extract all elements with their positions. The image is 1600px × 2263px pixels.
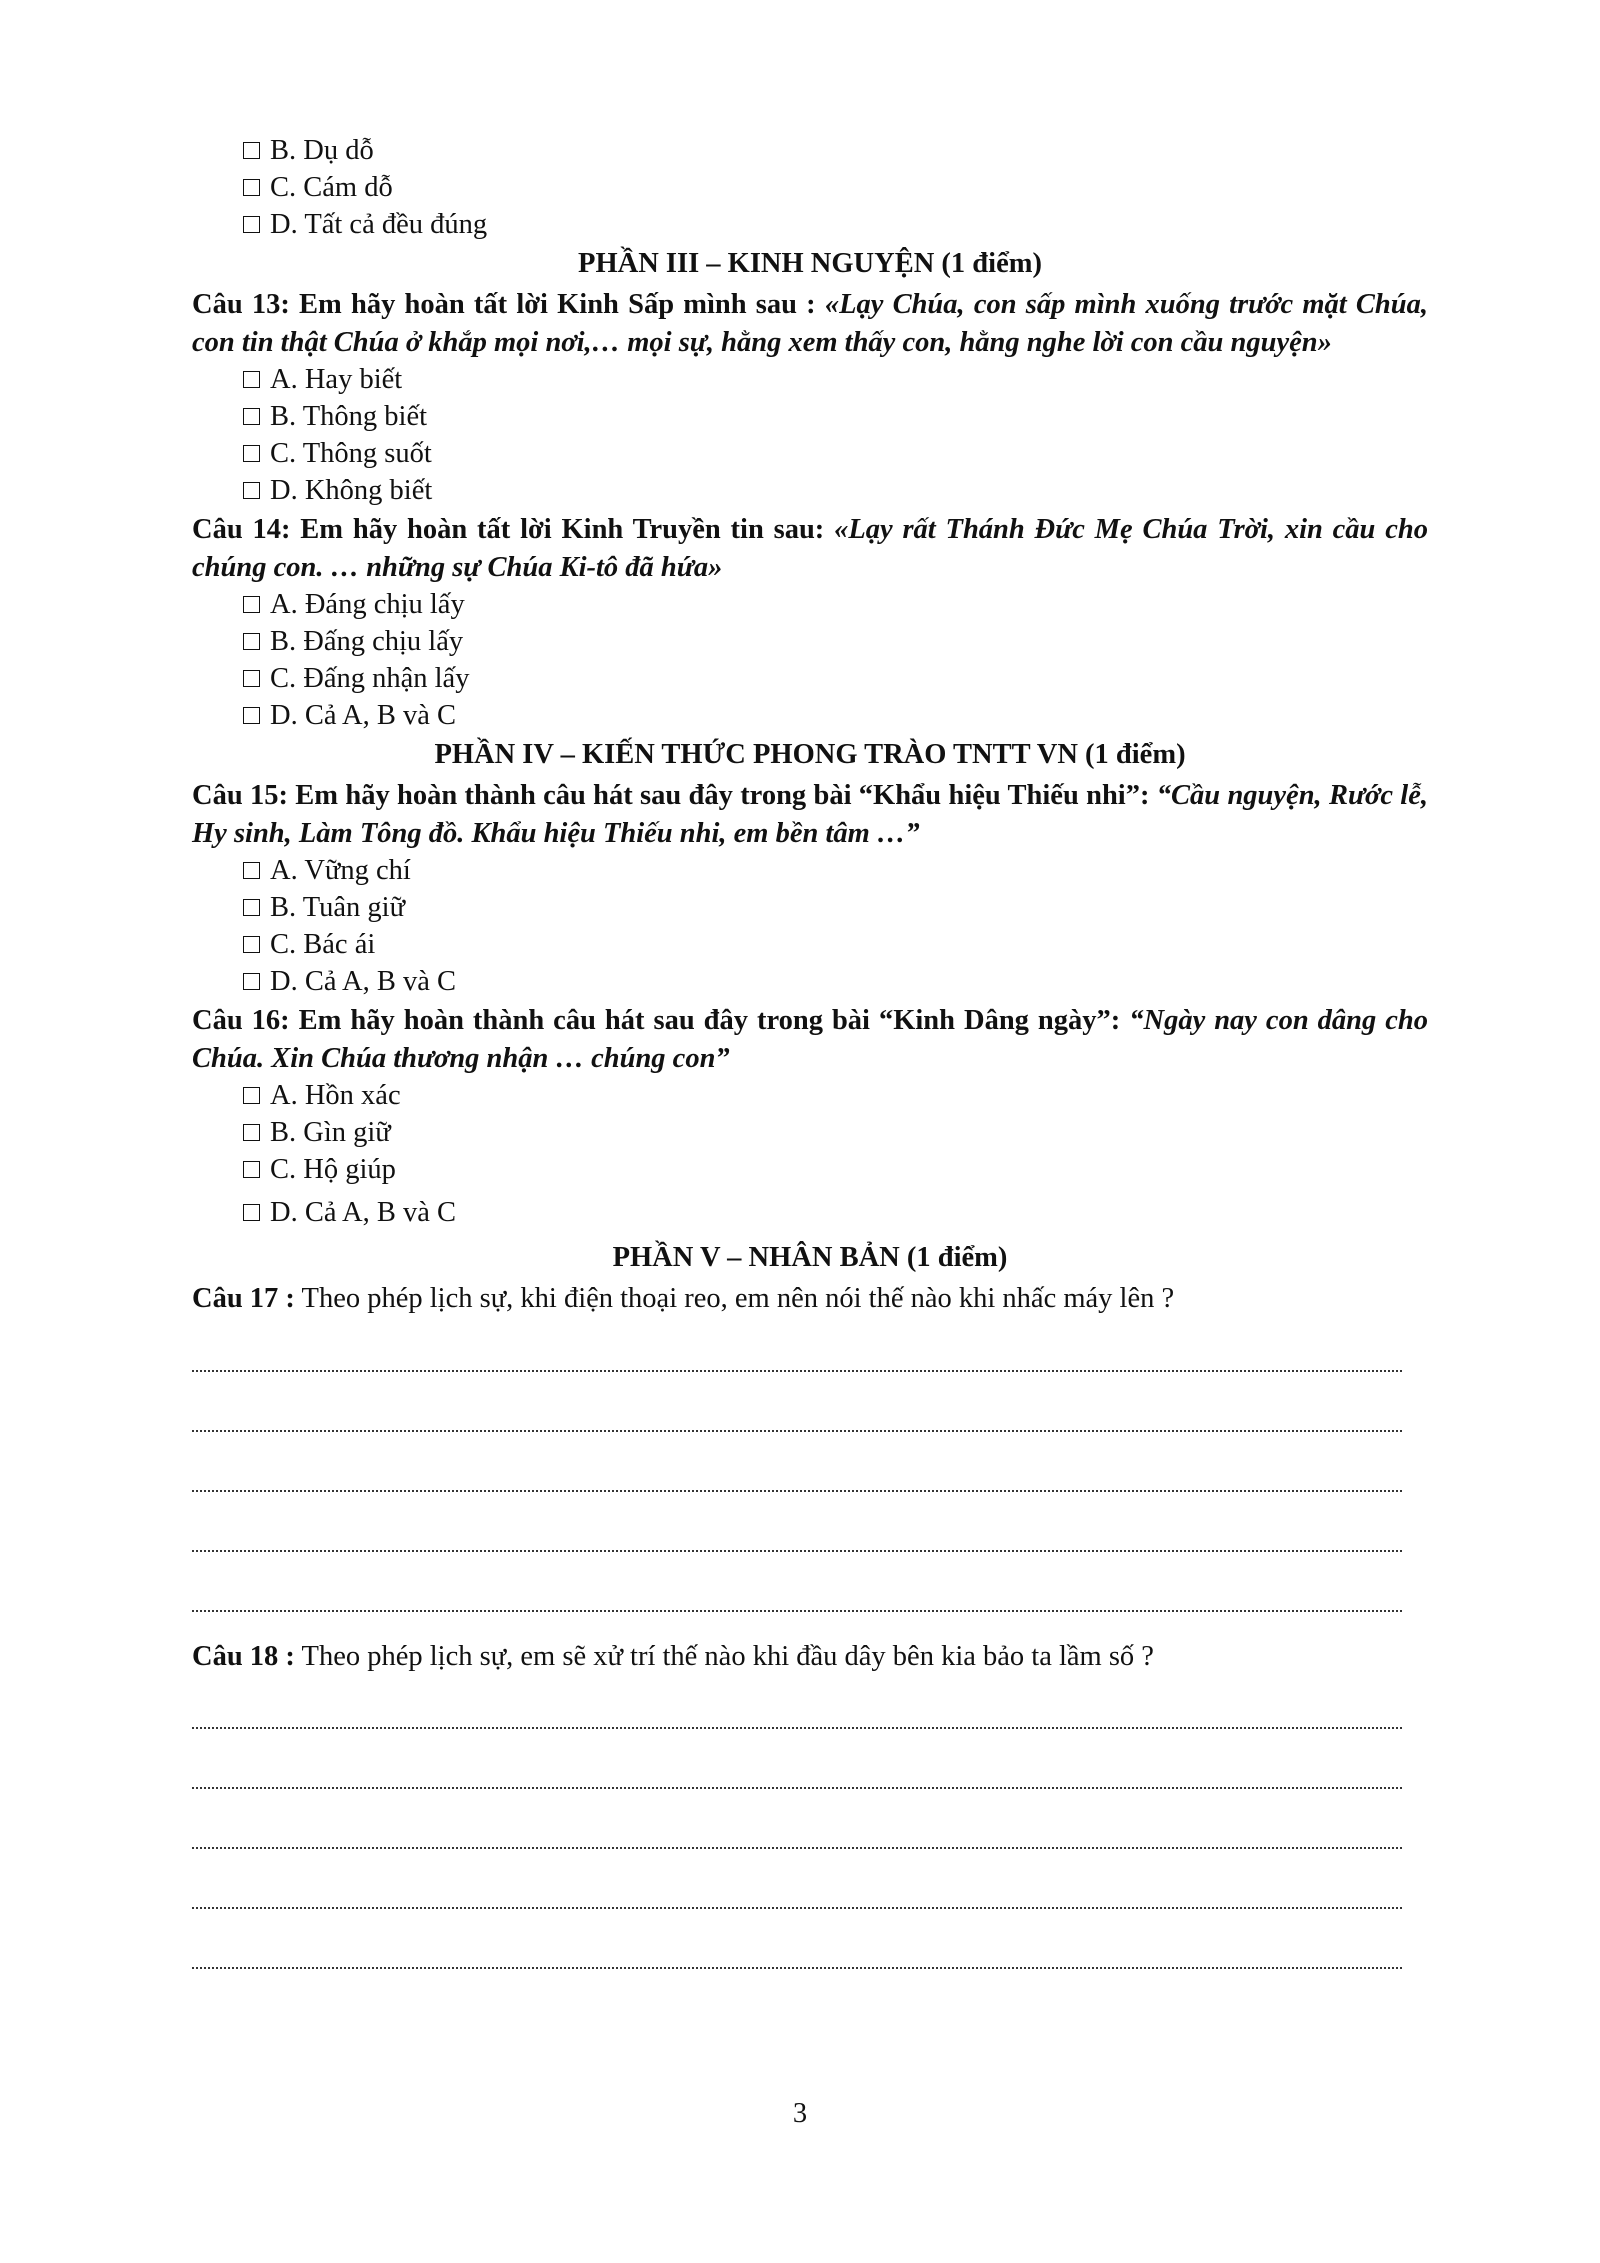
option-checkbox-row[interactable] — [243, 852, 1428, 889]
question-quote: «Lạy Chúa, con sấp mình xuống trước mặt Chúa, con tin thật Chúa ở khắp mọi nơi,… mọi sự, hằng xem thấy con, hằng nghe lời con cầu nguyện» — [192, 289, 1428, 358]
checkbox-icon[interactable] — [243, 1161, 260, 1178]
option-label: B. Thông biết — [270, 401, 428, 432]
option-label: B. Đấng chịu lấy — [270, 626, 464, 657]
question-15 — [192, 777, 1428, 852]
question-13 — [192, 286, 1428, 361]
checkbox-icon[interactable] — [243, 633, 260, 650]
checkbox-icon[interactable] — [243, 371, 260, 388]
answer-line[interactable] — [192, 1492, 1402, 1552]
checkbox-icon[interactable] — [243, 1204, 260, 1221]
option-label: C. Đấng nhận lấy — [270, 663, 470, 694]
option-checkbox-row[interactable] — [243, 169, 1428, 206]
option-label: C. Thông suốt — [270, 438, 432, 469]
checkbox-icon[interactable] — [243, 973, 260, 990]
section-heading-phong-trao: PHẦN IV – KIẾN THỨC PHONG TRÀO TNTT VN (1 điểm) — [434, 739, 1186, 770]
question-label: Câu 18 : — [192, 1640, 295, 1672]
checkbox-icon[interactable] — [243, 596, 260, 613]
option-checkbox-row[interactable] — [243, 398, 1428, 435]
question-quote: «Lạy rất Thánh Đức Mẹ Chúa Trời, xin cầu cho chúng con. … những sự Chúa Ki-tô đã hứa» — [192, 514, 1428, 583]
question-label: Câu 13: — [192, 289, 290, 320]
option-checkbox-row[interactable] — [243, 586, 1428, 623]
option-label: C. Hộ giúp — [270, 1154, 396, 1185]
page-number: 3 — [792, 2098, 808, 2129]
page-content — [192, 132, 1428, 1969]
option-label: A. Hay biết — [270, 364, 403, 395]
option-checkbox-row[interactable] — [243, 361, 1428, 398]
option-label: D. Tất cả đều đúng — [270, 209, 488, 240]
section-heading-nhan-ban: PHẦN V – NHÂN BẢN (1 điểm) — [612, 1242, 1008, 1273]
option-label: D. Cả A, B và C — [270, 700, 457, 731]
answer-line[interactable] — [192, 1372, 1402, 1432]
option-checkbox-row[interactable] — [243, 1077, 1428, 1114]
option-label: C. Bác ái — [270, 929, 376, 960]
option-checkbox-row[interactable] — [243, 623, 1428, 660]
checkbox-icon[interactable] — [243, 707, 260, 724]
option-label: A. Vững chí — [270, 855, 411, 886]
question-label: Câu 17 : — [192, 1283, 295, 1314]
checkbox-icon[interactable] — [243, 445, 260, 462]
checkbox-icon[interactable] — [243, 482, 260, 499]
answer-line[interactable] — [192, 1312, 1402, 1372]
option-label: B. Gìn giữ — [270, 1117, 391, 1148]
checkbox-icon[interactable] — [243, 142, 260, 159]
answer-line[interactable] — [192, 1432, 1402, 1492]
option-label: A. Hồn xác — [270, 1080, 401, 1111]
option-checkbox-row[interactable] — [243, 926, 1428, 963]
option-checkbox-row[interactable] — [243, 697, 1428, 734]
option-checkbox-row[interactable] — [243, 1151, 1428, 1188]
question-stem: Theo phép lịch sự, em sẽ xử trí thế nào khi đầu dây bên kia bảo ta lầm số ? — [294, 1640, 1154, 1672]
option-label: D. Cả A, B và C — [270, 966, 457, 997]
question-16 — [192, 1002, 1428, 1077]
question-stem: Em hãy hoàn tất lời Kinh Sấp mình sau : — [289, 289, 825, 320]
question-quote: “Ngày nay con dâng cho Chúa. Xin Chúa thương nhận … chúng con” — [192, 1005, 1429, 1074]
checkbox-icon[interactable] — [243, 899, 260, 916]
answer-line[interactable] — [192, 1729, 1402, 1789]
option-label: D. Cả A, B và C — [270, 1197, 457, 1228]
option-checkbox-row[interactable] — [243, 435, 1428, 472]
checkbox-icon[interactable] — [243, 408, 260, 425]
answer-area-18 — [192, 1669, 1428, 1969]
option-label: A. Đáng chịu lấy — [270, 589, 465, 620]
question-stem: Em hãy hoàn thành câu hát sau đây trong bài “Kinh Dâng ngày”: — [289, 1005, 1130, 1036]
option-checkbox-row[interactable] — [243, 963, 1428, 1000]
option-checkbox-row[interactable] — [243, 1114, 1428, 1151]
option-label: B. Tuân giữ — [270, 892, 406, 923]
checkbox-icon[interactable] — [243, 1124, 260, 1141]
question-label: Câu 16: — [192, 1005, 290, 1036]
answer-area-17 — [192, 1312, 1428, 1612]
checkbox-icon[interactable] — [243, 1087, 260, 1104]
option-checkbox-row[interactable] — [243, 132, 1428, 169]
answer-line[interactable] — [192, 1849, 1402, 1909]
option-checkbox-row[interactable] — [243, 472, 1428, 509]
question-label: Câu 15: — [192, 780, 288, 811]
question-stem: Theo phép lịch sự, khi điện thoại reo, em nên nói thế nào khi nhấc máy lên ? — [294, 1283, 1175, 1314]
option-label: B. Dụ dỗ — [270, 135, 374, 166]
option-checkbox-row[interactable] — [243, 660, 1428, 697]
checkbox-icon[interactable] — [243, 862, 260, 879]
checkbox-icon[interactable] — [243, 936, 260, 953]
checkbox-icon[interactable] — [243, 179, 260, 196]
question-14 — [192, 511, 1428, 586]
question-label: Câu 14: — [192, 514, 291, 545]
section-heading-kinh-nguyen: PHẦN III – KINH NGUYỆN (1 điểm) — [578, 248, 1042, 279]
option-checkbox-row[interactable] — [243, 206, 1428, 243]
option-checkbox-row[interactable] — [243, 1194, 1428, 1231]
answer-line[interactable] — [192, 1789, 1402, 1849]
checkbox-icon[interactable] — [243, 216, 260, 233]
question-stem: Em hãy hoàn tất lời Kinh Truyền tin sau: — [290, 514, 835, 545]
answer-line[interactable] — [192, 1669, 1402, 1729]
checkbox-icon[interactable] — [243, 670, 260, 687]
question-stem: Em hãy hoàn thành câu hát sau đây trong bài “Khẩu hiệu Thiếu nhi”: — [287, 780, 1157, 811]
option-label: D. Không biết — [270, 475, 433, 506]
option-label: C. Cám dỗ — [270, 172, 393, 203]
option-checkbox-row[interactable] — [243, 889, 1428, 926]
question-quote: “Cầu nguyện, Rước lễ, Hy sinh, Làm Tông đồ. Khẩu hiệu Thiếu nhi, em bền tâm …” — [192, 780, 1428, 849]
answer-line[interactable] — [192, 1552, 1402, 1612]
answer-line[interactable] — [192, 1909, 1402, 1969]
